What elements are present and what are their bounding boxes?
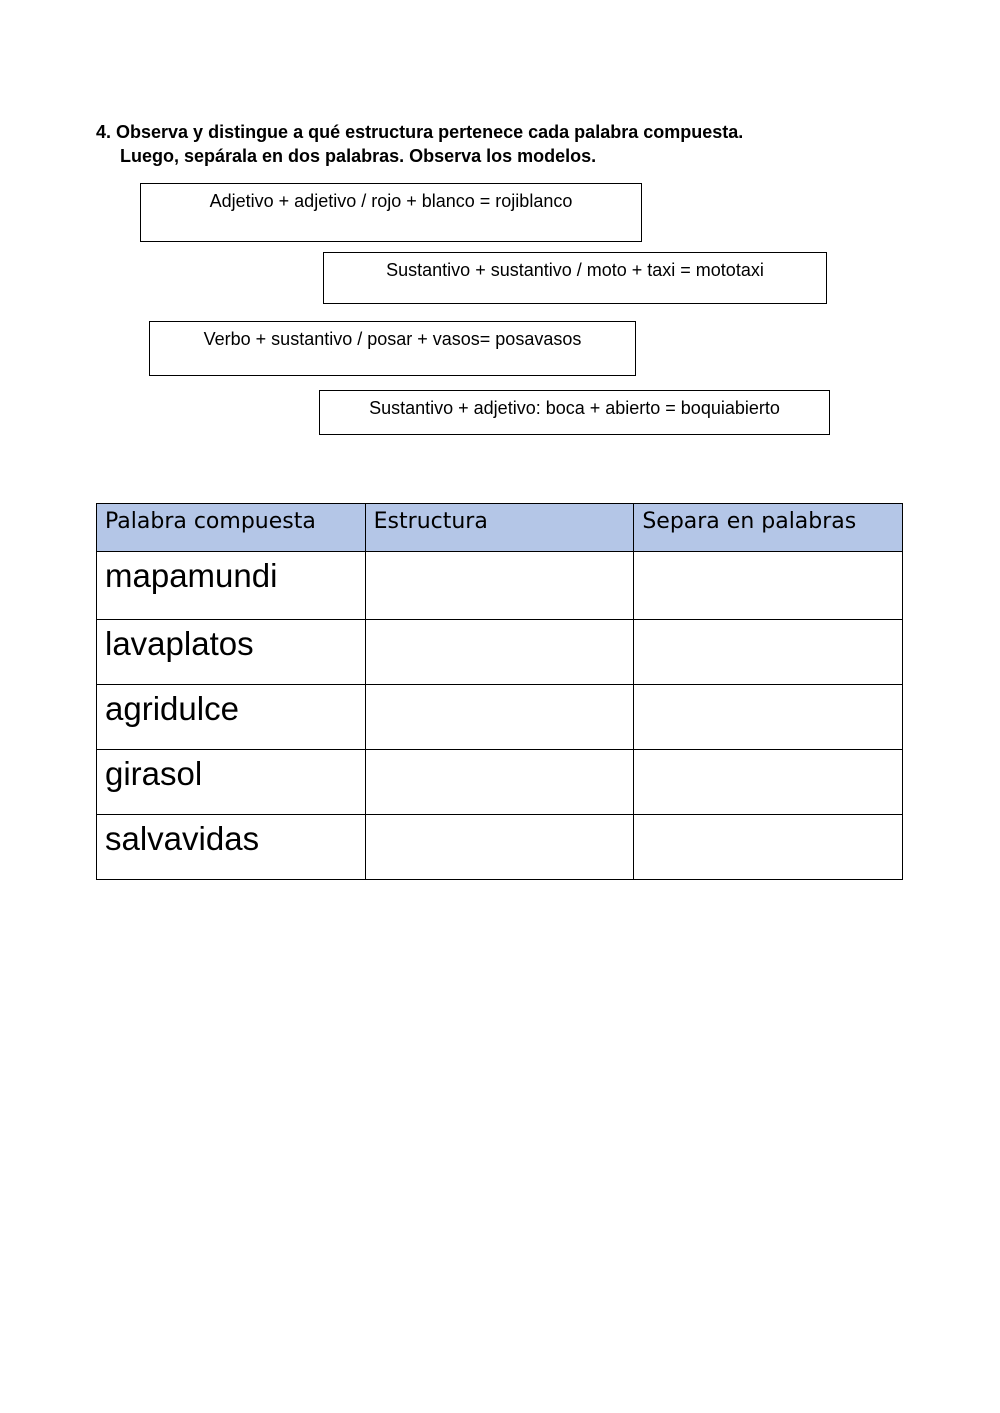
split-cell[interactable] (634, 685, 903, 750)
structure-cell[interactable] (365, 750, 634, 815)
structure-cell[interactable] (365, 815, 634, 880)
header-compound-word: Palabra compuesta (97, 504, 366, 552)
word-cell: salvavidas (97, 815, 366, 880)
word-cell: mapamundi (97, 552, 366, 620)
split-cell[interactable] (634, 552, 903, 620)
table-row (97, 815, 903, 880)
instruction-line-2: Luego, sepárala en dos palabras. Observa los modelos. (120, 146, 597, 166)
model-box-noun-noun: Sustantivo + sustantivo / moto + taxi = mototaxi (323, 252, 827, 304)
table-header-row (97, 504, 903, 552)
table-row (97, 552, 903, 620)
split-cell[interactable] (634, 750, 903, 815)
model-box-adjective-adjective: Adjetivo + adjetivo / rojo + blanco = rojiblanco (140, 183, 642, 242)
model-box-verb-noun: Verbo + sustantivo / posar + vasos= posavasos (149, 321, 636, 376)
exercise-instructions (96, 120, 743, 168)
word-cell: girasol (97, 750, 366, 815)
split-cell[interactable] (634, 815, 903, 880)
word-cell: lavaplatos (97, 620, 366, 685)
table-row (97, 750, 903, 815)
word-cell: agridulce (97, 685, 366, 750)
structure-cell[interactable] (365, 620, 634, 685)
model-box-noun-adjective: Sustantivo + adjetivo: boca + abierto = boquiabierto (319, 390, 830, 435)
table-row (97, 685, 903, 750)
header-split-words: Separa en palabras (634, 504, 903, 552)
header-structure: Estructura (365, 504, 634, 552)
table-row (97, 620, 903, 685)
structure-cell[interactable] (365, 552, 634, 620)
compound-words-table (96, 503, 903, 880)
instruction-line-1: 4. Observa y distingue a qué estructura pertenece cada palabra compuesta. (96, 122, 744, 142)
structure-cell[interactable] (365, 685, 634, 750)
split-cell[interactable] (634, 620, 903, 685)
